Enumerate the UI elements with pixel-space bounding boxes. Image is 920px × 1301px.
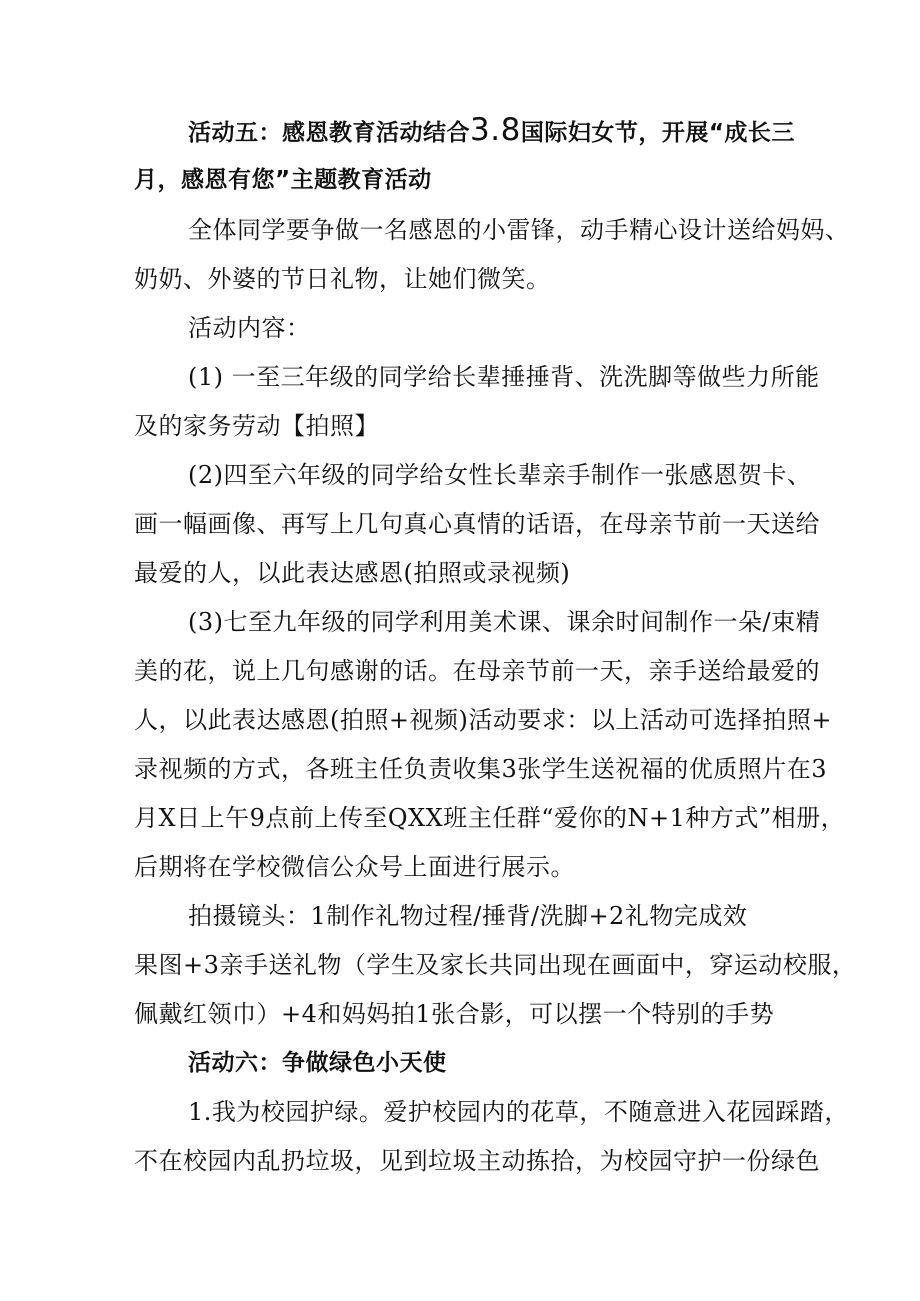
activity5-item3-line6: 后期将在学校微信公众号上面进行展示。	[134, 853, 575, 881]
activity5-intro-line2: 奶奶、外婆的节日礼物，让她们微笑。	[134, 265, 551, 293]
activity5-title-line1	[188, 113, 795, 150]
activity5-item3-line5: 月X日上午9点前上传至QXX班主任群“爱你的N+1种方式”相册，	[134, 804, 846, 832]
activity6-title: 活动六：争做绿色小天使	[188, 1050, 447, 1076]
activity5-item3-line1: (3)七至九年级的同学利用美术课、课余时间制作一朵/束精	[188, 608, 821, 636]
activity5-content-heading: 活动内容：	[188, 314, 311, 342]
activity6-item1-line2: 不在校园内乱扔垃圾，见到垃圾主动拣拾，为校园守护一份绿色	[134, 1147, 820, 1175]
activity5-shoot-line2: 果图+3亲手送礼物（学生及家长共同出现在画面中，穿运动校服，	[134, 951, 857, 979]
activity5-item1-line2: 及的家务劳动【拍照】	[134, 412, 379, 440]
activity5-title-line2: 月，感恩有您”主题教育活动	[134, 167, 432, 193]
activity5-shoot-line3: 佩戴红领巾）+4和妈妈拍1张合影，可以摆一个特别的手势	[134, 1000, 775, 1028]
activity5-item3-line3: 人，以此表达感恩(拍照+视频)活动要求：以上活动可选择拍照+	[134, 706, 832, 734]
activity5-item2-line3: 最爱的人，以此表达感恩(拍照或录视频)	[134, 559, 571, 587]
activity5-intro-line1: 全体同学要争做一名感恩的小雷锋，动手精心设计送给妈妈、	[188, 216, 850, 244]
activity5-item3-line4: 录视频的方式，各班主任负责收集3张学生送祝福的优质照片在3	[134, 755, 828, 783]
activity5-title-part1: 活动五：感恩教育活动结合	[188, 120, 470, 146]
activity5-title-number: 3.8	[470, 112, 521, 148]
activity5-item3-line2: 美的花，说上几句感谢的话。在母亲节前一天，亲手送给最爱的	[134, 657, 820, 685]
activity5-item1-line1: (1) 一至三年级的同学给长辈捶捶背、洗洗脚等做些力所能	[188, 363, 820, 391]
activity5-shoot-line1: 拍摄镜头：1制作礼物过程/捶背/洗脚+2礼物完成效	[188, 902, 748, 930]
activity6-item1-line1: 1.我为校园护绿。爱护校园内的花草，不随意进入花园踩踏，	[188, 1098, 849, 1126]
activity5-item2-line1: (2)四至六年级的同学给女性长辈亲手制作一张感恩贺卡、	[188, 461, 812, 489]
activity5-title-part2: 国际妇女节，开展“成长三	[520, 120, 795, 146]
activity5-item2-line2: 画一幅画像、再写上几句真心真情的话语，在母亲节前一天送给	[134, 510, 820, 538]
